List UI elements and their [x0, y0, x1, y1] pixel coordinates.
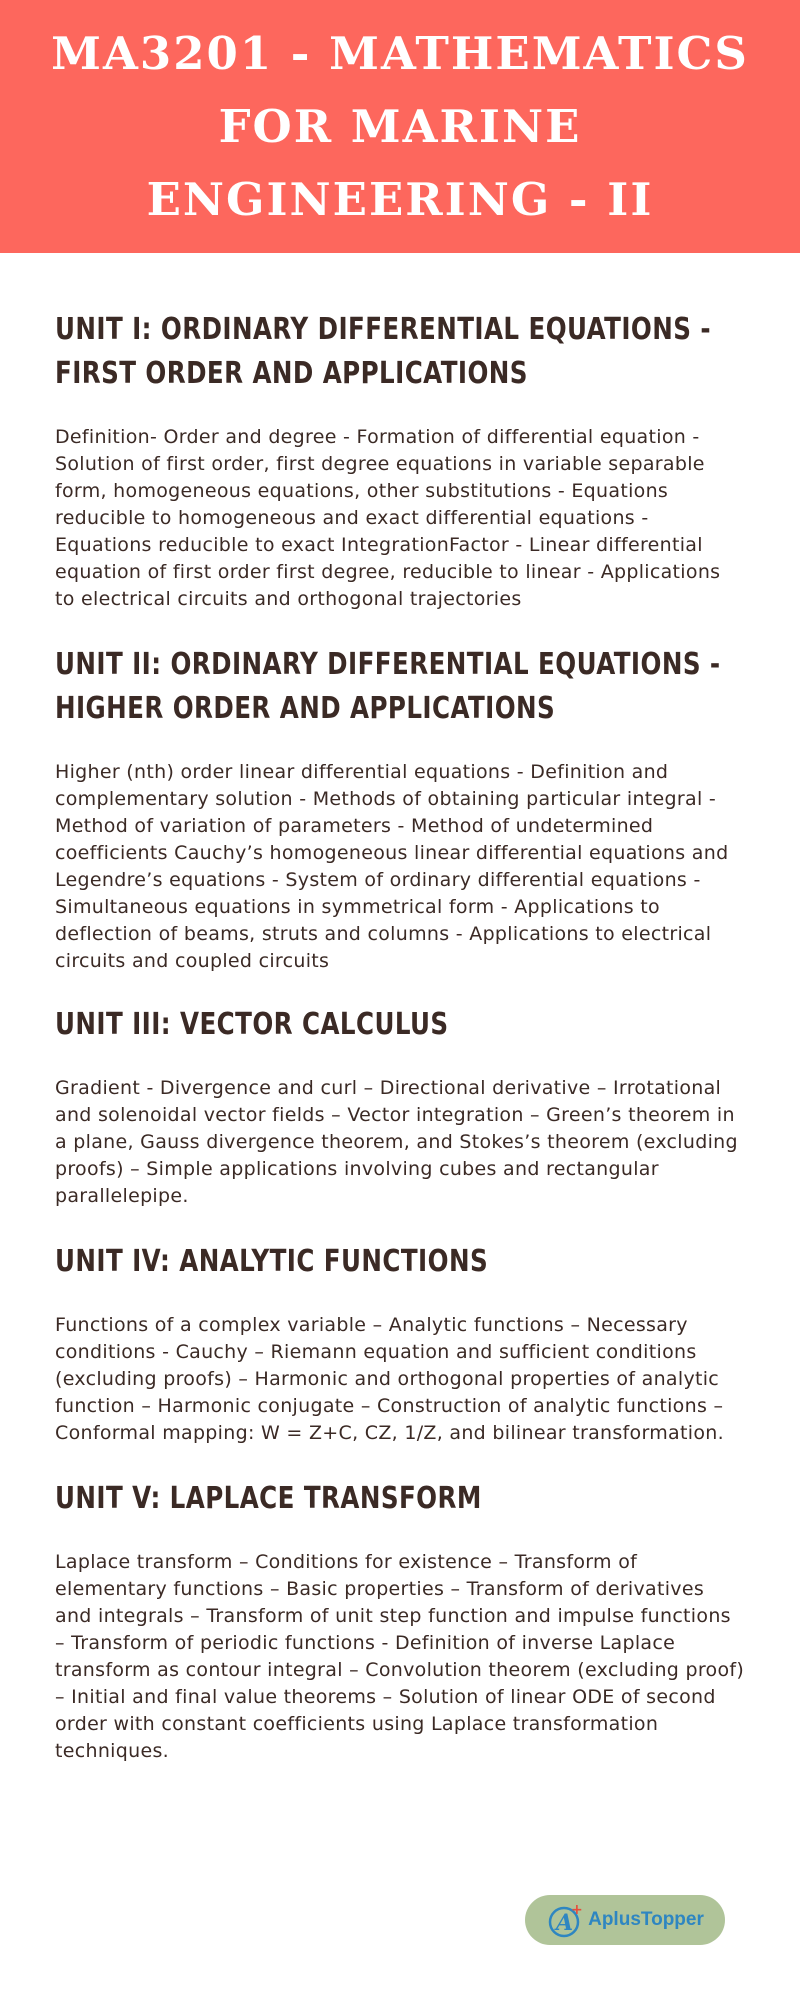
logo-text: AplusTopper	[588, 1909, 704, 1930]
unit-1-section	[55, 308, 745, 613]
svg-text:+: +	[571, 1902, 583, 1918]
aplustopper-logo[interactable]	[525, 1895, 725, 1945]
unit-2-heading: UNIT II: ORDINARY DIFFERENTIAL EQUATIONS - HIGHER ORDER AND APPLICATIONS	[55, 647, 721, 726]
syllabus-content	[0, 253, 800, 1765]
unit-5-heading: UNIT V: LAPLACE TRANSFORM	[55, 1481, 482, 1516]
unit-4-body: Functions of a complex variable – Analytic functions – Necessary conditions - Cauchy – Riemann equation and sufficient conditions (excluding proofs) – Harmonic and orthogonal properties of analytic function – Harmonic conjugate – Construction of analytic functions – Conformal mapping: W = Z+C, CZ, 1/Z, and bilinear transformation.	[55, 1314, 724, 1444]
svg-text:A: A	[556, 1910, 574, 1936]
unit-5-body: Laplace transform – Conditions for existence – Transform of elementary functions – Basic properties – Transform of derivatives and integrals – Transform of unit step function and impulse functions – Transform of periodic functions - Definition of inverse Laplace transform as contour integral – Convolution theorem (excluding proof) – Initial and final value theorems – Solution of linear ODE of second order with constant coefficients using Laplace transformation techniques.	[55, 1551, 745, 1762]
unit-4-heading: UNIT IV: ANALYTIC FUNCTIONS	[55, 1244, 489, 1279]
unit-1-body: Definition- Order and degree - Formation of differential equation - Solution of first order, first degree equations in variable separable form, homogeneous equations, other substitutions - Equations reducible to homogeneous and exact differential equations - Equations reducible to exact IntegrationFactor - Linear differential equation of first order first degree, reducible to linear - Applications to electrical circuits and orthogonal trajectories	[55, 426, 721, 610]
unit-2-section	[55, 643, 745, 975]
unit-5-section	[55, 1477, 745, 1765]
page-header	[0, 0, 800, 253]
unit-3-heading: UNIT III: VECTOR CALCULUS	[55, 1007, 449, 1042]
unit-4-section	[55, 1240, 745, 1447]
unit-2-body: Higher (nth) order linear differential equations - Definition and complementary solution - Methods of obtaining particular integral - Method of variation of parameters - Method of undetermined coefficients Cauchy’s homogeneous linear differential equations and Legendre’s equations - System of ordinary differential equations - Simultaneous equations in symmetrical form - Applications to deflection of beams, struts and columns - Applications to electrical circuits and coupled circuits	[55, 761, 729, 972]
unit-3-body: Gradient - Divergence and curl – Directional derivative – Irrotational and solenoidal vector fields – Vector integration – Green’s theorem in a plane, Gauss divergence theorem, and Stokes’s theorem (excluding proofs) – Simple applications involving cubes and rectangular parallelepipe.	[55, 1077, 738, 1207]
unit-3-section	[55, 1003, 745, 1210]
page-title: MA3201 - MATHEMATICS FOR MARINE ENGINEERING - II	[51, 27, 749, 226]
unit-1-heading: UNIT I: ORDINARY DIFFERENTIAL EQUATIONS - FIRST ORDER AND APPLICATIONS	[55, 312, 711, 391]
aplus-logo-icon	[546, 1900, 586, 1940]
